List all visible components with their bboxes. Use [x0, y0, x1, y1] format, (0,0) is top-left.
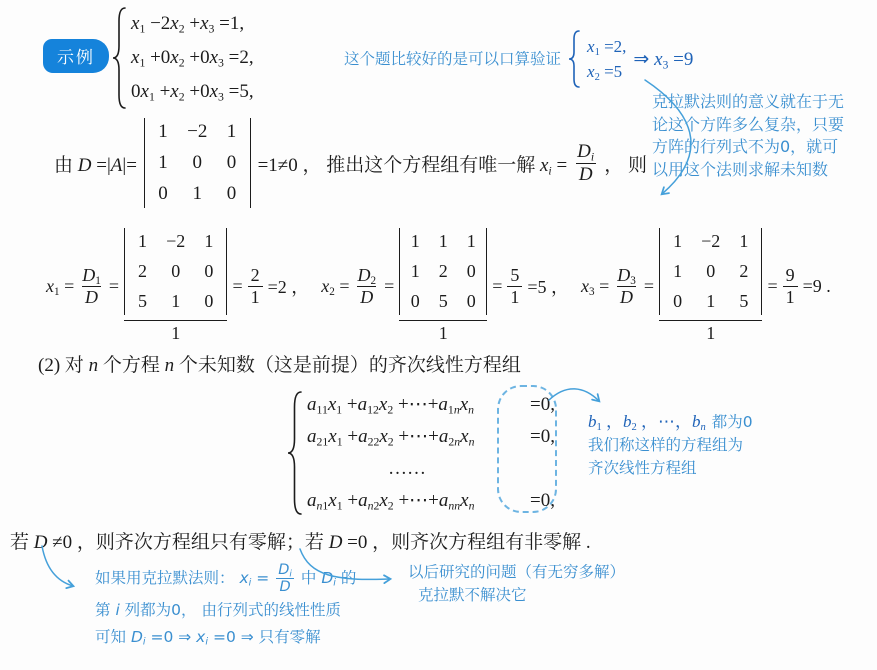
homogeneous-row-2: $a_{21}x_1 +a_{22}x_2$ $+\cdots+a_{2n}x_n$ =0, — [307, 426, 555, 449]
cramer-zero-note — [95, 562, 356, 649]
fraction-D3-D: $\frac{D_3}{D}$ — [617, 265, 636, 307]
cramer-note-line3: 方阵的行列式不为0，就可 — [652, 137, 839, 156]
determinant-D2 — [399, 228, 487, 315]
future-note-line2: 克拉默不解决它 — [418, 586, 527, 604]
det-cell: 2 — [438, 261, 448, 281]
det-cell: 0 — [171, 261, 181, 281]
zero-note-line2: 第 i 列都为0， 由行列式的线性性质 — [95, 601, 341, 620]
det-cell: 0 — [466, 291, 476, 311]
zero-solution-statement: 若 D ≠0 ，则齐次方程组只有零解；若 D =0 ，则齐次方程组有非零解 . — [10, 532, 591, 553]
det-cell: 1 — [410, 261, 420, 281]
cramer-meaning-note — [652, 91, 874, 181]
det-cell: −2 — [187, 121, 208, 142]
determinant-D3 — [659, 228, 762, 315]
b-note-line2: 我们称这样的方程组为 — [588, 436, 744, 454]
big-fraction-D2: 1 1 1 1 2 0 0 5 0 1 — [399, 228, 487, 344]
solution-x3 — [581, 228, 831, 344]
equation-3: $0x_1 +x_2 +0x_3 =5$, — [131, 81, 254, 104]
x3-lhs: $x_3$ = — [581, 275, 610, 298]
det-cell: 0 — [204, 291, 214, 311]
left-brace-4 — [287, 391, 302, 515]
det-cell: 0 — [226, 152, 237, 173]
equals-sign: = — [643, 275, 654, 296]
det-cell: −2 — [166, 231, 186, 251]
det-cell: 1 — [226, 121, 237, 142]
homogeneous-row-n: $a_{n1}x_1 +a_{n2}x_2$ $+\cdots+a_{nn}x_n$ =0, — [307, 489, 555, 513]
x3-result: =9 . — [802, 275, 831, 296]
solutions-row — [46, 228, 831, 344]
homogeneous-note — [588, 410, 753, 480]
future-problems-note — [408, 561, 625, 607]
equation-1: $x_1 -2x_2 +x_3 =1$, — [131, 13, 245, 36]
det-cell: 2 — [739, 261, 749, 281]
b-all-zero-text: 都为0 — [711, 413, 753, 431]
fraction-9-1: $\frac{9}{1}$ — [783, 265, 798, 306]
det-cell: 1 — [438, 231, 448, 251]
d-line-suffix: ， 则 — [604, 154, 647, 176]
det-cell: 1 — [673, 231, 683, 251]
det-cell: 0 — [158, 183, 168, 204]
det-cell: 0 — [204, 261, 214, 281]
det-cell: 1 — [466, 231, 476, 251]
fraction-D2-D: $\frac{D_2}{D}$ — [357, 265, 377, 307]
det-cell: 5 — [138, 291, 148, 311]
verify-cases — [587, 37, 626, 82]
equals-sign: = — [492, 275, 503, 296]
homogeneous-row-1: $a_{11}x_1 +a_{12}x_2$ $+\cdots+a_{1n}x_n$ =0, — [307, 394, 555, 417]
verify-note-text: 这个题比较好的是可以口算验证 — [344, 49, 562, 68]
determinant-line — [54, 118, 647, 208]
homogeneous-system — [287, 391, 555, 515]
big-fraction-D3: 1 −2 1 1 0 2 0 1 5 1 — [659, 228, 762, 344]
zero-note-line3: 可知 $D_i =0$ ⇒ $x_i =0$ ⇒ 只有零解 — [95, 628, 321, 649]
b-note-line1 — [588, 410, 753, 434]
equals-sign: = — [384, 275, 395, 296]
det-cell: 0 — [466, 261, 476, 281]
zero-note-line1: 如果用克拉默法则： $x_i$ = $\frac{D_i}{D}$ 中 $D_i$ 的 — [95, 562, 357, 596]
future-note-line1: 以后研究的问题（有无穷多解） — [408, 563, 626, 581]
d-line-prefix: 由 D =|A|= — [54, 154, 137, 176]
det-cell: 0 — [673, 291, 683, 311]
b-sequence: $b_1$ ，$b_2$ ，⋯，$b_n$ — [588, 412, 706, 433]
cramer-note-line4: 以用这个法则求解未知数 — [652, 159, 829, 179]
det-cell: 0 — [192, 152, 202, 173]
d-line-mid: =1≠0 ， 推出这个方程组有唯一解 $x_i$ = — [257, 154, 568, 177]
fraction-5-1: $\frac{5}{1}$ — [507, 265, 522, 306]
fraction-Di-D: $\frac{D_i}{D}$ — [577, 141, 595, 185]
det-cell: 1 — [739, 231, 749, 251]
det-cell: 1 — [158, 121, 168, 142]
det-cell: 0 — [226, 183, 237, 204]
det-cell: 1 — [158, 152, 168, 173]
example-badge: 示例 — [43, 39, 109, 73]
equals-sign: = — [108, 275, 119, 296]
x1-result: =2 ， — [267, 277, 310, 297]
cramer-note-line2: 论这个方阵多么复杂，只要 — [652, 114, 845, 134]
curved-arrow-zero-column-to-note — [549, 389, 599, 401]
x2-result: =5 ， — [527, 277, 570, 297]
section-2-heading: (2) 对 n 个方程 n 个未知数（这是前提）的齐次线性方程组 — [38, 355, 521, 376]
left-brace-3 — [112, 7, 126, 109]
equation-list — [131, 13, 254, 103]
fraction-Di-D-hand: $\frac{D_i}{D}$ — [278, 562, 292, 596]
fraction-D1-D: $\frac{D_1}{D}$ — [82, 265, 101, 307]
equation-2: $x_1 +0x_2 +0x_3 =2$, — [131, 47, 254, 70]
big-fraction-D1: 1 −2 1 2 0 0 5 1 0 1 — [124, 228, 227, 344]
det-cell: 1 — [673, 261, 683, 281]
det-cell: 5 — [739, 291, 749, 311]
example-system — [112, 7, 254, 109]
det-cell: 1 — [204, 231, 214, 251]
x1-lhs: $x_1$ = — [46, 275, 75, 298]
determinant-D — [144, 118, 251, 208]
det-cell: 1 — [410, 231, 420, 251]
det-cell: 2 — [138, 261, 148, 281]
det-cell: 1 — [192, 183, 202, 204]
solution-x2 — [321, 228, 569, 344]
verify-note — [344, 30, 693, 88]
det-cell: 1 — [138, 231, 148, 251]
homogeneous-row-dots: …… — [388, 458, 426, 479]
b-note-line3: 齐次线性方程组 — [588, 459, 697, 477]
det-cell: 0 — [706, 261, 716, 281]
case-x2: $x_2 =5$ — [587, 61, 623, 83]
case-x1: $x_1 =2$, — [587, 36, 627, 58]
solution-x1 — [46, 228, 309, 344]
equals-sign: = — [767, 275, 778, 296]
equals-sign: = — [232, 275, 243, 296]
x2-lhs: $x_2$ = — [321, 275, 350, 298]
det-cell: −2 — [701, 231, 721, 251]
det-cell: 1 — [171, 291, 181, 311]
determinant-D1 — [124, 228, 227, 315]
case-result: ⇒ $x_3 =9$ — [633, 48, 694, 71]
left-brace-2 — [568, 30, 580, 88]
fraction-2-1: $\frac{2}{1}$ — [248, 265, 263, 306]
cramer-note-line1: 克拉默法则的意义就在于无 — [652, 92, 845, 111]
zero-column-highlight — [497, 385, 557, 513]
det-cell: 1 — [706, 291, 716, 311]
det-cell: 5 — [438, 291, 448, 311]
det-cell: 0 — [410, 291, 420, 311]
